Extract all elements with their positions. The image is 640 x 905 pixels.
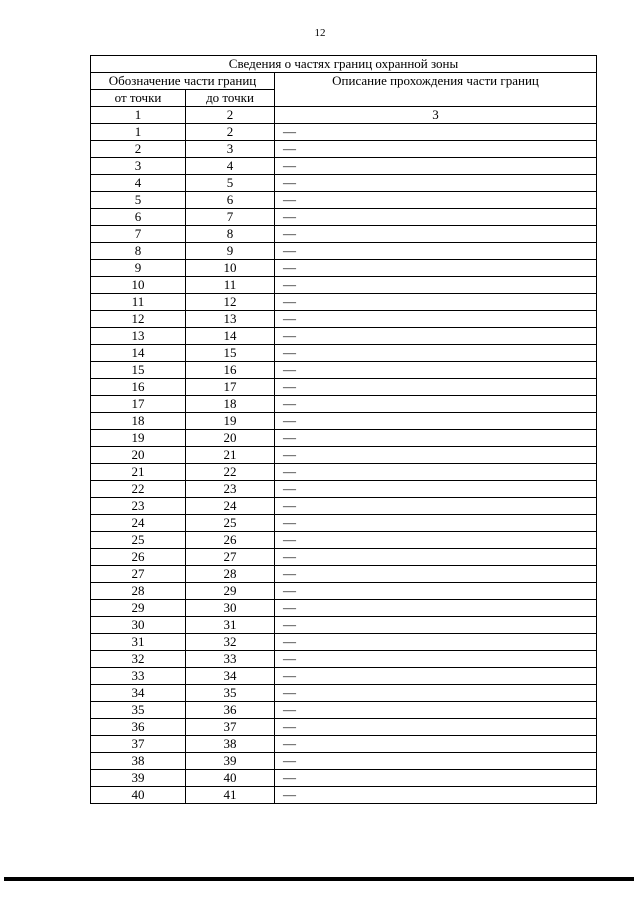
description-cell: — xyxy=(275,277,597,294)
to-point-cell: 11 xyxy=(186,277,275,294)
from-point-cell: 18 xyxy=(91,413,186,430)
description-cell: — xyxy=(275,192,597,209)
table-row xyxy=(91,668,597,685)
table-row xyxy=(91,430,597,447)
to-point-cell: 40 xyxy=(186,770,275,787)
description-cell: — xyxy=(275,362,597,379)
to-point-cell: 7 xyxy=(186,209,275,226)
from-point-cell: 27 xyxy=(91,566,186,583)
description-cell: — xyxy=(275,787,597,804)
to-point-cell: 35 xyxy=(186,685,275,702)
table-row xyxy=(91,719,597,736)
to-point-cell: 19 xyxy=(186,413,275,430)
description-cell: — xyxy=(275,294,597,311)
bottom-rule xyxy=(4,877,634,881)
table-row xyxy=(91,379,597,396)
to-point-cell: 31 xyxy=(186,617,275,634)
from-point-cell: 33 xyxy=(91,668,186,685)
table-title: Сведения о частях границ охранной зоны xyxy=(91,56,597,73)
to-point-cell: 36 xyxy=(186,702,275,719)
to-point-cell: 16 xyxy=(186,362,275,379)
description-cell: — xyxy=(275,158,597,175)
to-point-cell: 32 xyxy=(186,634,275,651)
from-point-cell: 40 xyxy=(91,787,186,804)
from-point-cell: 19 xyxy=(91,430,186,447)
table-row xyxy=(91,515,597,532)
description-cell: — xyxy=(275,396,597,413)
table-row xyxy=(91,498,597,515)
table-row xyxy=(91,447,597,464)
table-row xyxy=(91,345,597,362)
to-point-cell: 15 xyxy=(186,345,275,362)
table-row xyxy=(91,685,597,702)
to-point-cell: 28 xyxy=(186,566,275,583)
table-row xyxy=(91,226,597,243)
from-point-cell: 9 xyxy=(91,260,186,277)
table-row xyxy=(91,158,597,175)
table-header-row xyxy=(91,73,597,90)
from-point-cell: 4 xyxy=(91,175,186,192)
table-row xyxy=(91,583,597,600)
to-point-cell: 10 xyxy=(186,260,275,277)
to-point-cell: 21 xyxy=(186,447,275,464)
table-row xyxy=(91,532,597,549)
to-point-cell: 26 xyxy=(186,532,275,549)
description-cell: — xyxy=(275,481,597,498)
boundary-table xyxy=(90,55,597,804)
from-point-cell: 25 xyxy=(91,532,186,549)
to-point-cell: 9 xyxy=(186,243,275,260)
from-point-cell: 26 xyxy=(91,549,186,566)
description-cell: — xyxy=(275,515,597,532)
from-point-cell: 28 xyxy=(91,583,186,600)
column-number-2: 2 xyxy=(186,107,275,124)
table-row xyxy=(91,413,597,430)
from-point-cell: 10 xyxy=(91,277,186,294)
description-cell: — xyxy=(275,702,597,719)
from-point-cell: 13 xyxy=(91,328,186,345)
table-row xyxy=(91,787,597,804)
description-cell: — xyxy=(275,447,597,464)
to-point-cell: 30 xyxy=(186,600,275,617)
header-to-point: до точки xyxy=(186,90,275,107)
table-row xyxy=(91,362,597,379)
description-cell: — xyxy=(275,413,597,430)
from-point-cell: 14 xyxy=(91,345,186,362)
to-point-cell: 2 xyxy=(186,124,275,141)
from-point-cell: 15 xyxy=(91,362,186,379)
header-description: Описание прохождения части границ xyxy=(275,73,597,107)
to-point-cell: 23 xyxy=(186,481,275,498)
to-point-cell: 8 xyxy=(186,226,275,243)
to-point-cell: 22 xyxy=(186,464,275,481)
column-number-1: 1 xyxy=(91,107,186,124)
table-title-row xyxy=(91,56,597,73)
to-point-cell: 14 xyxy=(186,328,275,345)
to-point-cell: 5 xyxy=(186,175,275,192)
table-row xyxy=(91,566,597,583)
description-cell: — xyxy=(275,345,597,362)
to-point-cell: 29 xyxy=(186,583,275,600)
table-row xyxy=(91,702,597,719)
table-row xyxy=(91,651,597,668)
description-cell: — xyxy=(275,600,597,617)
from-point-cell: 22 xyxy=(91,481,186,498)
description-cell: — xyxy=(275,379,597,396)
table-row xyxy=(91,311,597,328)
table-row xyxy=(91,770,597,787)
description-cell: — xyxy=(275,328,597,345)
to-point-cell: 39 xyxy=(186,753,275,770)
description-cell: — xyxy=(275,753,597,770)
from-point-cell: 1 xyxy=(91,124,186,141)
table-row xyxy=(91,124,597,141)
from-point-cell: 5 xyxy=(91,192,186,209)
description-cell: — xyxy=(275,719,597,736)
to-point-cell: 3 xyxy=(186,141,275,158)
from-point-cell: 12 xyxy=(91,311,186,328)
to-point-cell: 12 xyxy=(186,294,275,311)
description-cell: — xyxy=(275,243,597,260)
from-point-cell: 6 xyxy=(91,209,186,226)
from-point-cell: 3 xyxy=(91,158,186,175)
from-point-cell: 32 xyxy=(91,651,186,668)
from-point-cell: 7 xyxy=(91,226,186,243)
from-point-cell: 11 xyxy=(91,294,186,311)
table-row xyxy=(91,294,597,311)
table-row xyxy=(91,277,597,294)
description-cell: — xyxy=(275,549,597,566)
table-row xyxy=(91,464,597,481)
from-point-cell: 17 xyxy=(91,396,186,413)
to-point-cell: 41 xyxy=(186,787,275,804)
column-number-row xyxy=(91,107,597,124)
to-point-cell: 17 xyxy=(186,379,275,396)
from-point-cell: 37 xyxy=(91,736,186,753)
from-point-cell: 31 xyxy=(91,634,186,651)
description-cell: — xyxy=(275,668,597,685)
page-number: 12 xyxy=(314,27,326,39)
table-row xyxy=(91,175,597,192)
from-point-cell: 8 xyxy=(91,243,186,260)
description-cell: — xyxy=(275,311,597,328)
description-cell: — xyxy=(275,430,597,447)
table-row xyxy=(91,209,597,226)
to-point-cell: 4 xyxy=(186,158,275,175)
from-point-cell: 35 xyxy=(91,702,186,719)
from-point-cell: 29 xyxy=(91,600,186,617)
to-point-cell: 20 xyxy=(186,430,275,447)
from-point-cell: 21 xyxy=(91,464,186,481)
header-from-point: от точки xyxy=(91,90,186,107)
table-row xyxy=(91,549,597,566)
to-point-cell: 34 xyxy=(186,668,275,685)
description-cell: — xyxy=(275,770,597,787)
to-point-cell: 37 xyxy=(186,719,275,736)
table-row xyxy=(91,192,597,209)
from-point-cell: 34 xyxy=(91,685,186,702)
table-row xyxy=(91,753,597,770)
table-row xyxy=(91,617,597,634)
from-point-cell: 23 xyxy=(91,498,186,515)
description-cell: — xyxy=(275,566,597,583)
table-row xyxy=(91,141,597,158)
description-cell: — xyxy=(275,651,597,668)
from-point-cell: 2 xyxy=(91,141,186,158)
table-row xyxy=(91,600,597,617)
to-point-cell: 18 xyxy=(186,396,275,413)
table-row xyxy=(91,396,597,413)
header-designation: Обозначение части границ xyxy=(91,73,275,90)
table-row xyxy=(91,634,597,651)
description-cell: — xyxy=(275,175,597,192)
description-cell: — xyxy=(275,498,597,515)
from-point-cell: 36 xyxy=(91,719,186,736)
table-body xyxy=(91,56,597,804)
table-row xyxy=(91,328,597,345)
column-number-3: 3 xyxy=(275,107,597,124)
from-point-cell: 16 xyxy=(91,379,186,396)
description-cell: — xyxy=(275,736,597,753)
to-point-cell: 38 xyxy=(186,736,275,753)
description-cell: — xyxy=(275,226,597,243)
to-point-cell: 27 xyxy=(186,549,275,566)
description-cell: — xyxy=(275,464,597,481)
description-cell: — xyxy=(275,209,597,226)
to-point-cell: 13 xyxy=(186,311,275,328)
description-cell: — xyxy=(275,124,597,141)
description-cell: — xyxy=(275,617,597,634)
table-row xyxy=(91,243,597,260)
from-point-cell: 39 xyxy=(91,770,186,787)
description-cell: — xyxy=(275,141,597,158)
to-point-cell: 6 xyxy=(186,192,275,209)
table-row xyxy=(91,736,597,753)
from-point-cell: 30 xyxy=(91,617,186,634)
from-point-cell: 20 xyxy=(91,447,186,464)
table-row xyxy=(91,260,597,277)
to-point-cell: 25 xyxy=(186,515,275,532)
to-point-cell: 33 xyxy=(186,651,275,668)
from-point-cell: 24 xyxy=(91,515,186,532)
description-cell: — xyxy=(275,634,597,651)
description-cell: — xyxy=(275,685,597,702)
from-point-cell: 38 xyxy=(91,753,186,770)
to-point-cell: 24 xyxy=(186,498,275,515)
description-cell: — xyxy=(275,532,597,549)
table-row xyxy=(91,481,597,498)
description-cell: — xyxy=(275,260,597,277)
description-cell: — xyxy=(275,583,597,600)
